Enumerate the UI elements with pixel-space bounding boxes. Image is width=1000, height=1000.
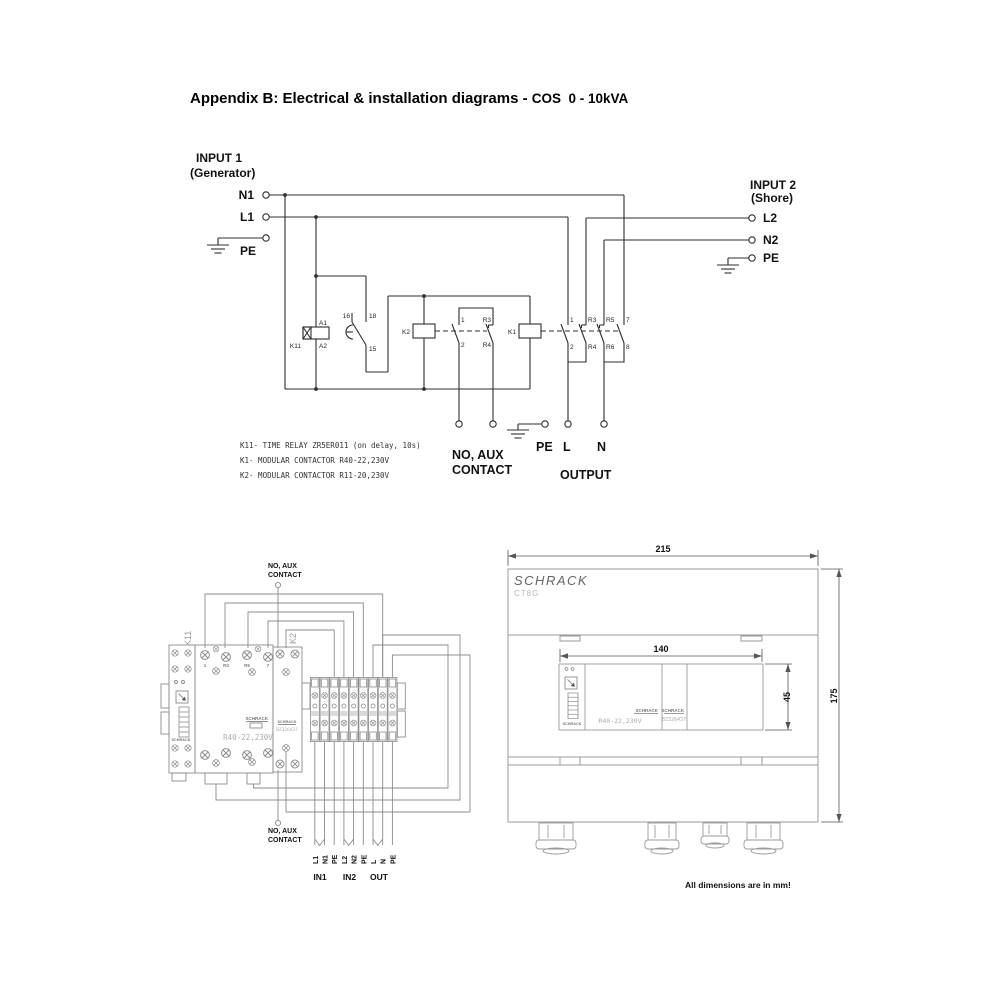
contactor-term-r3: R3 <box>223 663 229 668</box>
main-term-1: 1 <box>570 317 574 324</box>
aux-term-1: 1 <box>461 317 465 324</box>
title-main: Appendix B: Electrical & installation diagrams - <box>190 90 532 107</box>
output-label-pe: PE <box>536 440 553 454</box>
k11-brand-print: SCHRACK <box>171 738 191 742</box>
wire-label-n2: N2 <box>351 855 359 864</box>
input2-title: INPUT 2 <box>750 178 797 192</box>
dim-inner-label: 140 <box>653 644 669 654</box>
wire-label-l2: L2 <box>341 855 349 864</box>
group-label-in2: IN2 <box>342 872 357 882</box>
terminal-label-l2: L2 <box>763 211 778 225</box>
relay-label-k11: K11 <box>289 343 301 350</box>
terminal-circles <box>263 192 755 427</box>
module-k2 <box>273 633 302 772</box>
dimension-lines <box>508 550 843 822</box>
wire-label-l1: L1 <box>312 855 320 864</box>
dim-module-label: 45 <box>782 691 792 703</box>
enclosure-modules <box>559 664 763 730</box>
timer-term-15: 15 <box>369 346 377 353</box>
title-suffix: COS 0 - 10kVA <box>531 91 629 106</box>
timer-term-16: 16 <box>342 313 350 320</box>
installation-layout <box>161 563 470 882</box>
legend-line-k11: K11- TIME RELAY ZR5ER011 (on delay, 10s) <box>240 441 421 450</box>
install-aux-top-2: CONTACT <box>268 572 302 579</box>
wire-end-labels <box>313 854 398 864</box>
cable-gland <box>536 823 576 854</box>
wiring-schematic <box>190 151 796 482</box>
junction-dots <box>283 193 426 391</box>
coil-term-a2: A2 <box>319 343 327 350</box>
wire-label-n1: N1 <box>322 855 330 864</box>
output-title: OUTPUT <box>560 468 612 482</box>
main-term-2: 2 <box>570 344 574 351</box>
terminal-label-pe-right: PE <box>763 251 780 265</box>
coil-term-a1: A1 <box>319 320 327 327</box>
dimensions-note: All dimensions are in mm! <box>685 880 791 890</box>
legend-line-k2: K2- MODULAR CONTACTOR R11-20,230V <box>240 471 390 480</box>
install-aux-top-1: NO, AUX <box>268 563 297 570</box>
input1-title: INPUT 1 <box>196 151 243 165</box>
enclosure-k11-brand: SCHRACK <box>562 722 582 726</box>
output-label-n: N <box>597 440 607 454</box>
install-aux-bot-2: CONTACT <box>268 837 302 844</box>
wire-label-n: N <box>380 858 388 864</box>
wire-label-l: L <box>371 859 378 864</box>
enclosure-aux-brand: SCHRACK <box>661 708 684 713</box>
input1-subtitle: (Generator) <box>190 166 256 180</box>
k2-brand-print: SCHRACK <box>277 720 297 724</box>
cable-glands <box>536 823 783 854</box>
enclosure-outline <box>508 569 818 822</box>
enclosure-brand: SCHRACK <box>514 573 589 588</box>
wire-label-pe2: PE <box>361 854 369 864</box>
legend-line-k1: K1- MODULAR CONTACTOR R40-22,230V <box>240 456 390 465</box>
k2-model-print: BZ326437 <box>276 728 298 733</box>
contactor-brand-print: SCHRACK <box>245 716 268 721</box>
main-term-r6: R6 <box>606 344 615 351</box>
input2-subtitle: (Shore) <box>751 191 793 205</box>
aux-contact-label-1: NO, AUX <box>452 448 504 462</box>
terminal-label-l1: L1 <box>239 210 254 224</box>
output-label-l: L <box>563 440 571 454</box>
wire-label-pe3: PE <box>390 854 398 864</box>
contactor-model-print: R40-22,230V <box>223 733 273 742</box>
aux-contact-label-2: CONTACT <box>452 463 513 477</box>
terminal-label-pe-left: PE <box>239 244 256 258</box>
relay-arrow-icon-small <box>565 677 577 689</box>
module-contactor <box>195 645 273 784</box>
contactor-term-r5: R5 <box>244 663 250 668</box>
main-term-7: 7 <box>626 317 630 324</box>
main-term-r5: R5 <box>606 317 615 324</box>
group-label-out: OUT <box>370 872 388 882</box>
contactor-term-1: 1 <box>203 663 207 668</box>
ground-icon-input2 <box>717 265 739 273</box>
wire-label-pe1: PE <box>332 854 340 864</box>
install-aux-bot-1: NO, AUX <box>268 828 297 835</box>
terminal-block <box>302 677 405 741</box>
cable-gland <box>744 823 783 854</box>
main-term-r4: R4 <box>588 344 597 351</box>
enclosure-drawing <box>508 544 843 890</box>
coil-label-k1: K1 <box>508 329 516 336</box>
contactor-term-7: 7 <box>266 663 270 668</box>
group-label-in1: IN1 <box>313 872 327 882</box>
dim-width-label: 215 <box>655 544 671 554</box>
coil-label-k2: K2 <box>402 329 410 336</box>
relay-arrow-icon <box>176 691 188 703</box>
aux-term-r3: R3 <box>482 317 491 324</box>
aux-term-2: 2 <box>461 342 465 349</box>
module-tag-k11: K11 <box>183 630 193 646</box>
enclosure-contactor-brand: SCHRACK <box>635 708 658 713</box>
dim-height-label: 175 <box>829 688 839 704</box>
module-tag-k2: K2 <box>288 632 298 644</box>
terminal-label-n1: N1 <box>238 188 254 202</box>
cable-gland <box>701 823 729 848</box>
cable-gland <box>645 823 679 854</box>
enclosure-contactor-model: R40-22,230V <box>598 717 642 725</box>
enclosure-model: CT8G <box>514 589 540 598</box>
terminal-label-n2: N2 <box>763 233 779 247</box>
ground-icon-output <box>507 430 529 438</box>
ground-icon-input1 <box>207 245 229 253</box>
dip-lever-stack <box>179 707 189 737</box>
main-term-r3: R3 <box>588 317 597 324</box>
aux-term-r4: R4 <box>482 342 491 349</box>
schematic-wires <box>218 195 749 430</box>
enclosure-aux-model: BZ326437 <box>661 717 687 723</box>
module-k11 <box>161 631 195 781</box>
main-term-8: 8 <box>626 344 630 351</box>
timer-term-18: 18 <box>369 313 377 320</box>
dip-lever-stack-small <box>568 693 578 719</box>
dimension-arrows <box>508 553 842 822</box>
